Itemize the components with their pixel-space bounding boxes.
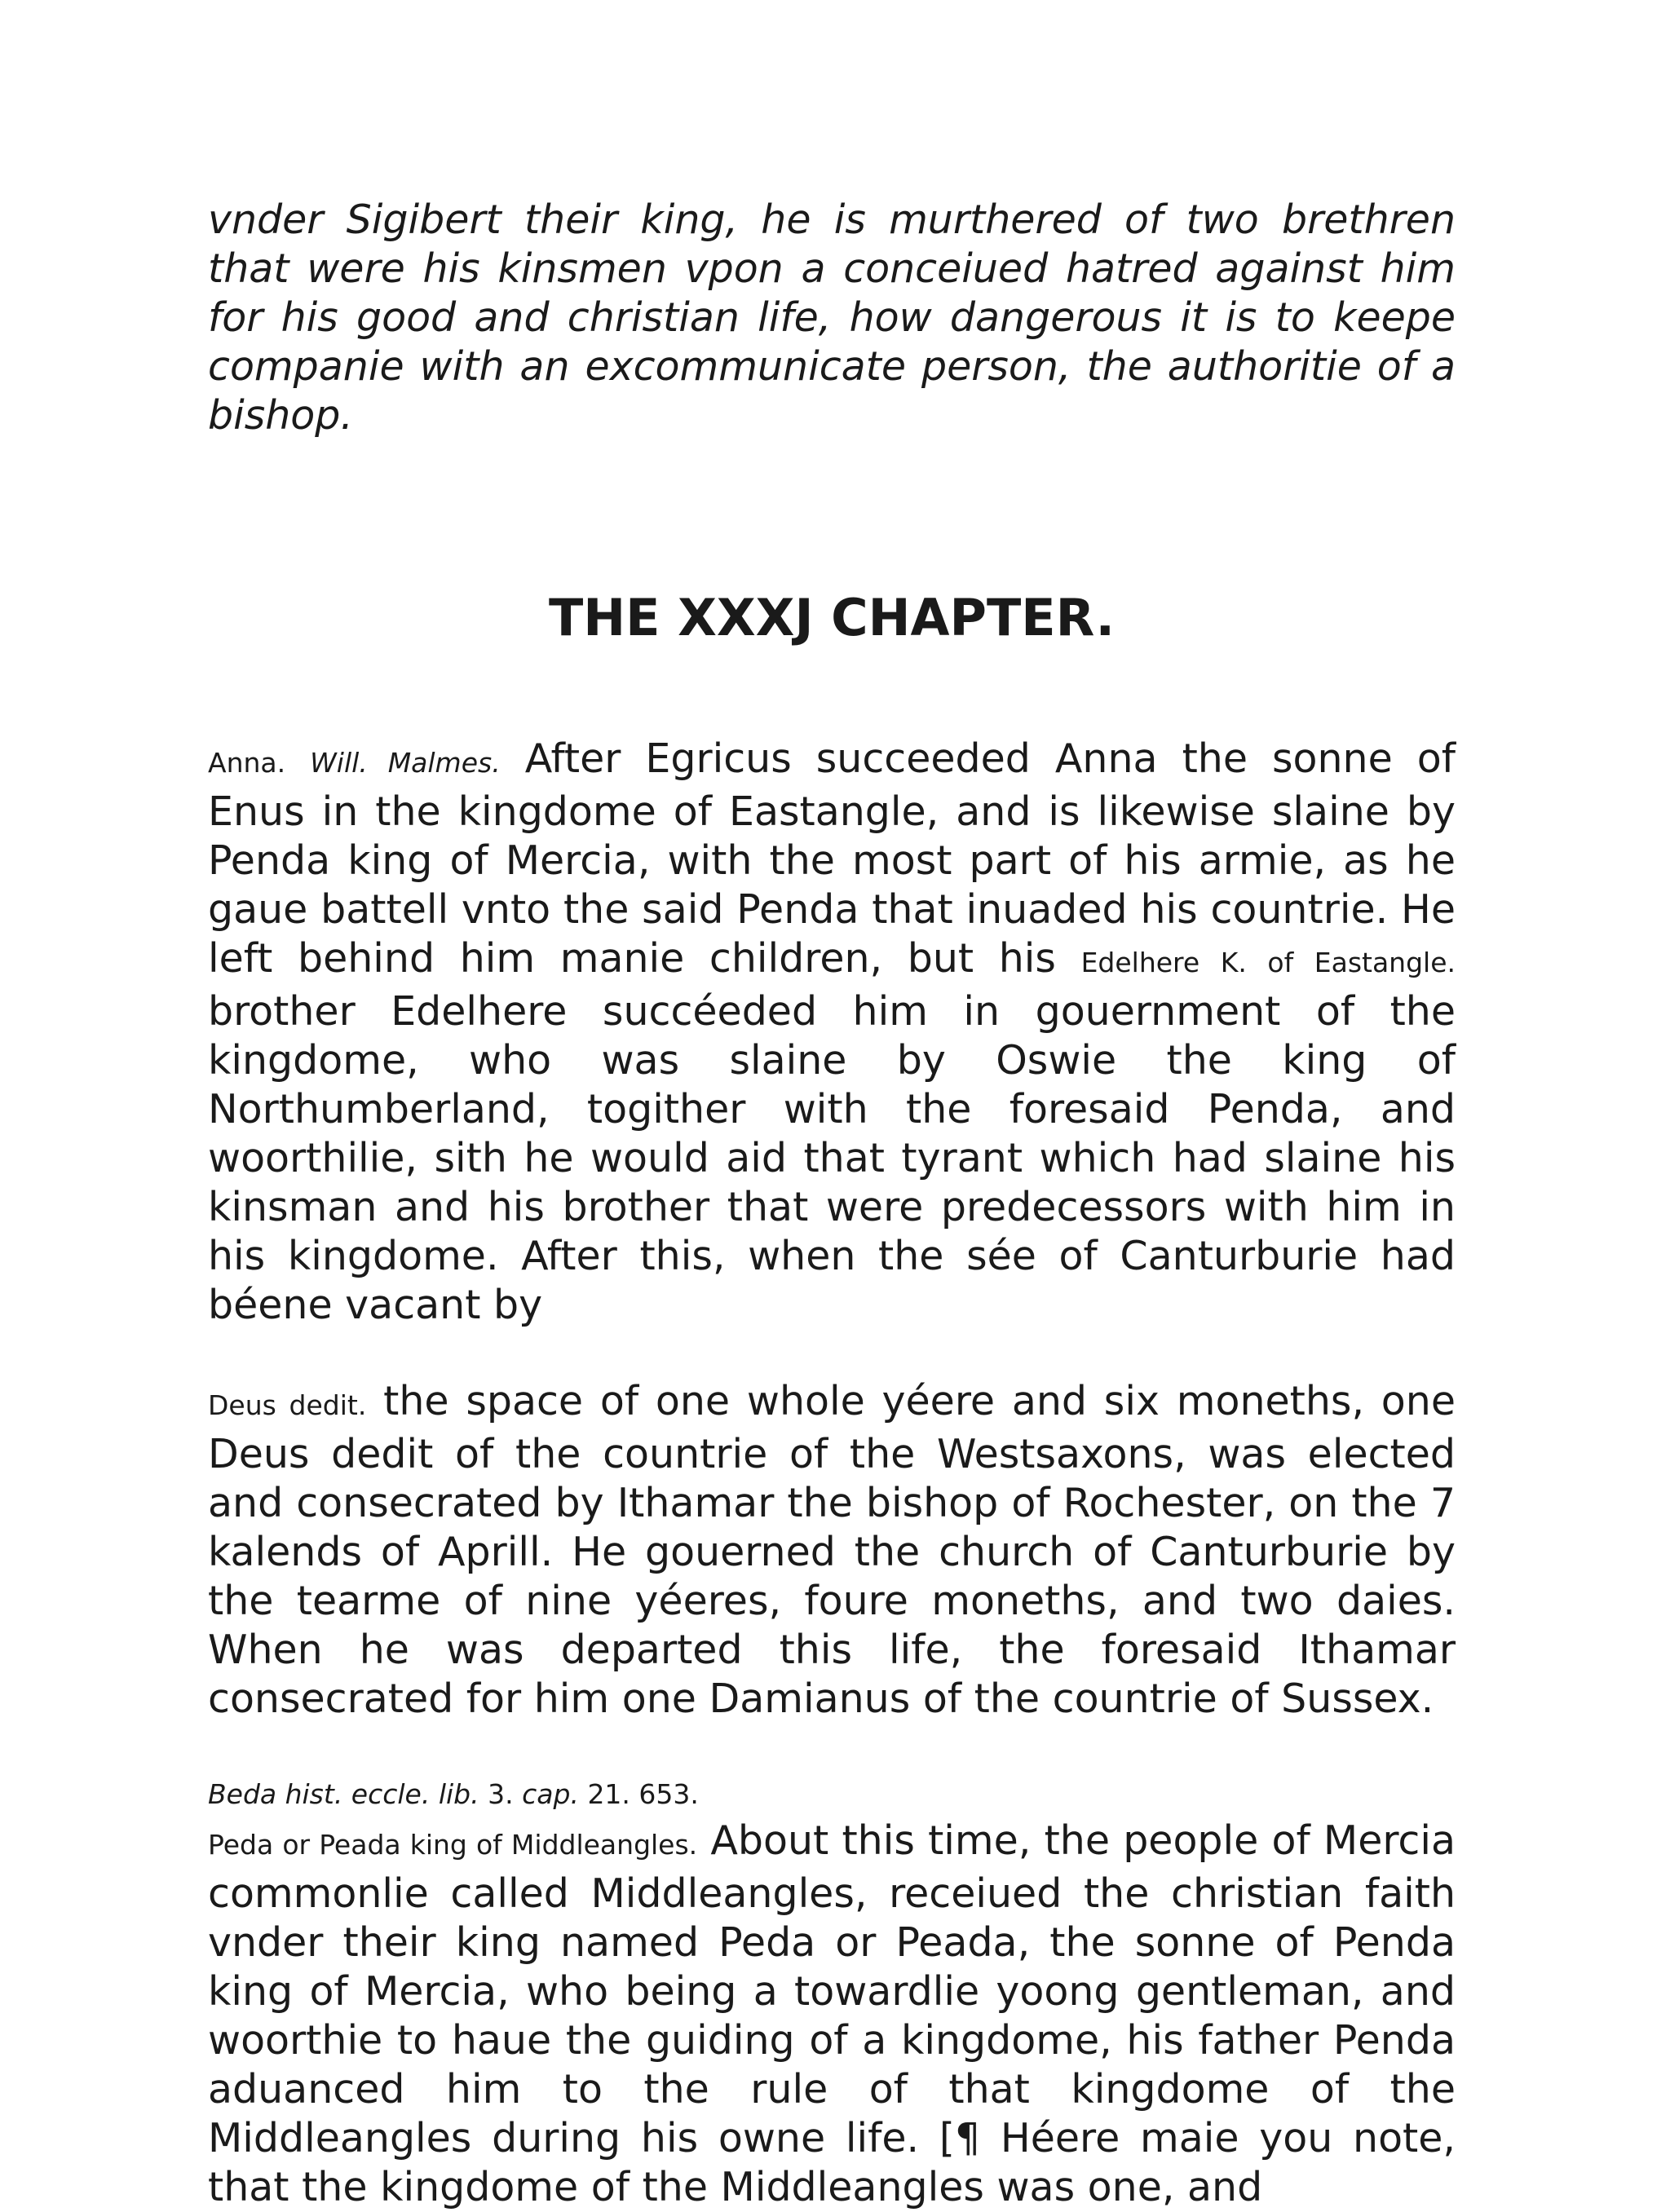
citation-cap: cap. [522, 1778, 579, 1810]
paragraph-anna [208, 735, 1456, 1330]
citation-beda [208, 1773, 1456, 1817]
paragraph-text: About this time, the people of Mercia commonlie called Middleangles, receiued the christian faith vnder their king named Peda or Peada, the sonne of Penda king of Mercia, who being a towardlie yoong gentleman, and woorthie to haue the guiding of a kingdome, his father Penda aduanced him to the rule of that kingdome of the Middleangles during his owne life. [¶ Héere maie you note, that the kingdome of the Middleangles was one, and [208, 1817, 1456, 2210]
paragraph-text: the space of one whole yéere and six moneths, one Deus dedit of the countrie of the Westsaxons, was elected and consecrated by Ithamar the bishop of Rochester, on the 7 kalends of Aprill. He gouerned the church of Canturburie by the tearme of nine yéeres, foure moneths, and two daies. When he was departed this life, the foresaid Ithamar consecrated for him one Damianus of the countrie of Sussex. [208, 1378, 1456, 1722]
citation-source: Beda hist. eccle. lib. [208, 1778, 479, 1810]
document-page [208, 196, 1456, 2212]
chapter-summary: vnder Sigibert their king, he is murthered of two brethren that were his kinsmen vpon a conceiued hatred against him for his good and christian life, how dangerous it is to keepe companie with an excommunicate person, the authoritie of a bishop. [208, 196, 1456, 439]
margin-note-malmes: Will. Malmes. [310, 747, 501, 779]
margin-note-anna: Anna. [208, 747, 286, 779]
margin-note-edelhere: Edelhere K. of Eastangle. [1080, 947, 1456, 978]
paragraph-text: After Egricus succeeded Anna the sonne of Enus in the kingdome of Eastangle, and is likewise slaine by Penda king of Mercia, with the most part of his armie, as he gaue battell vnto the said Penda that inuaded his countrie. He left behind him manie children, but his [208, 735, 1456, 982]
margin-note-deus-dedit: Deus dedit. [208, 1389, 367, 1421]
paragraph-text: brother Edelhere succéeded him in gouernment of the kingdome, who was slaine by Oswie the king of Northumberland, togither with the foresaid Penda, and woorthilie, sith he would aid that tyrant which had slaine his kinsman and his brother that were predecessors with him in his kingdome. After this, when the sée of Canturburie had béene vacant by [208, 988, 1456, 1328]
margin-note-peda: Peda or Peada king of Middleangles. [208, 1829, 698, 1861]
paragraph-deus-dedit [208, 1377, 1456, 1724]
paragraph-peda [208, 1817, 1456, 2212]
chapter-title: THE XXXJ CHAPTER. [548, 588, 1116, 647]
citation-book: 3. [488, 1778, 514, 1810]
citation-chapter-year: 21. 653. [587, 1778, 699, 1810]
